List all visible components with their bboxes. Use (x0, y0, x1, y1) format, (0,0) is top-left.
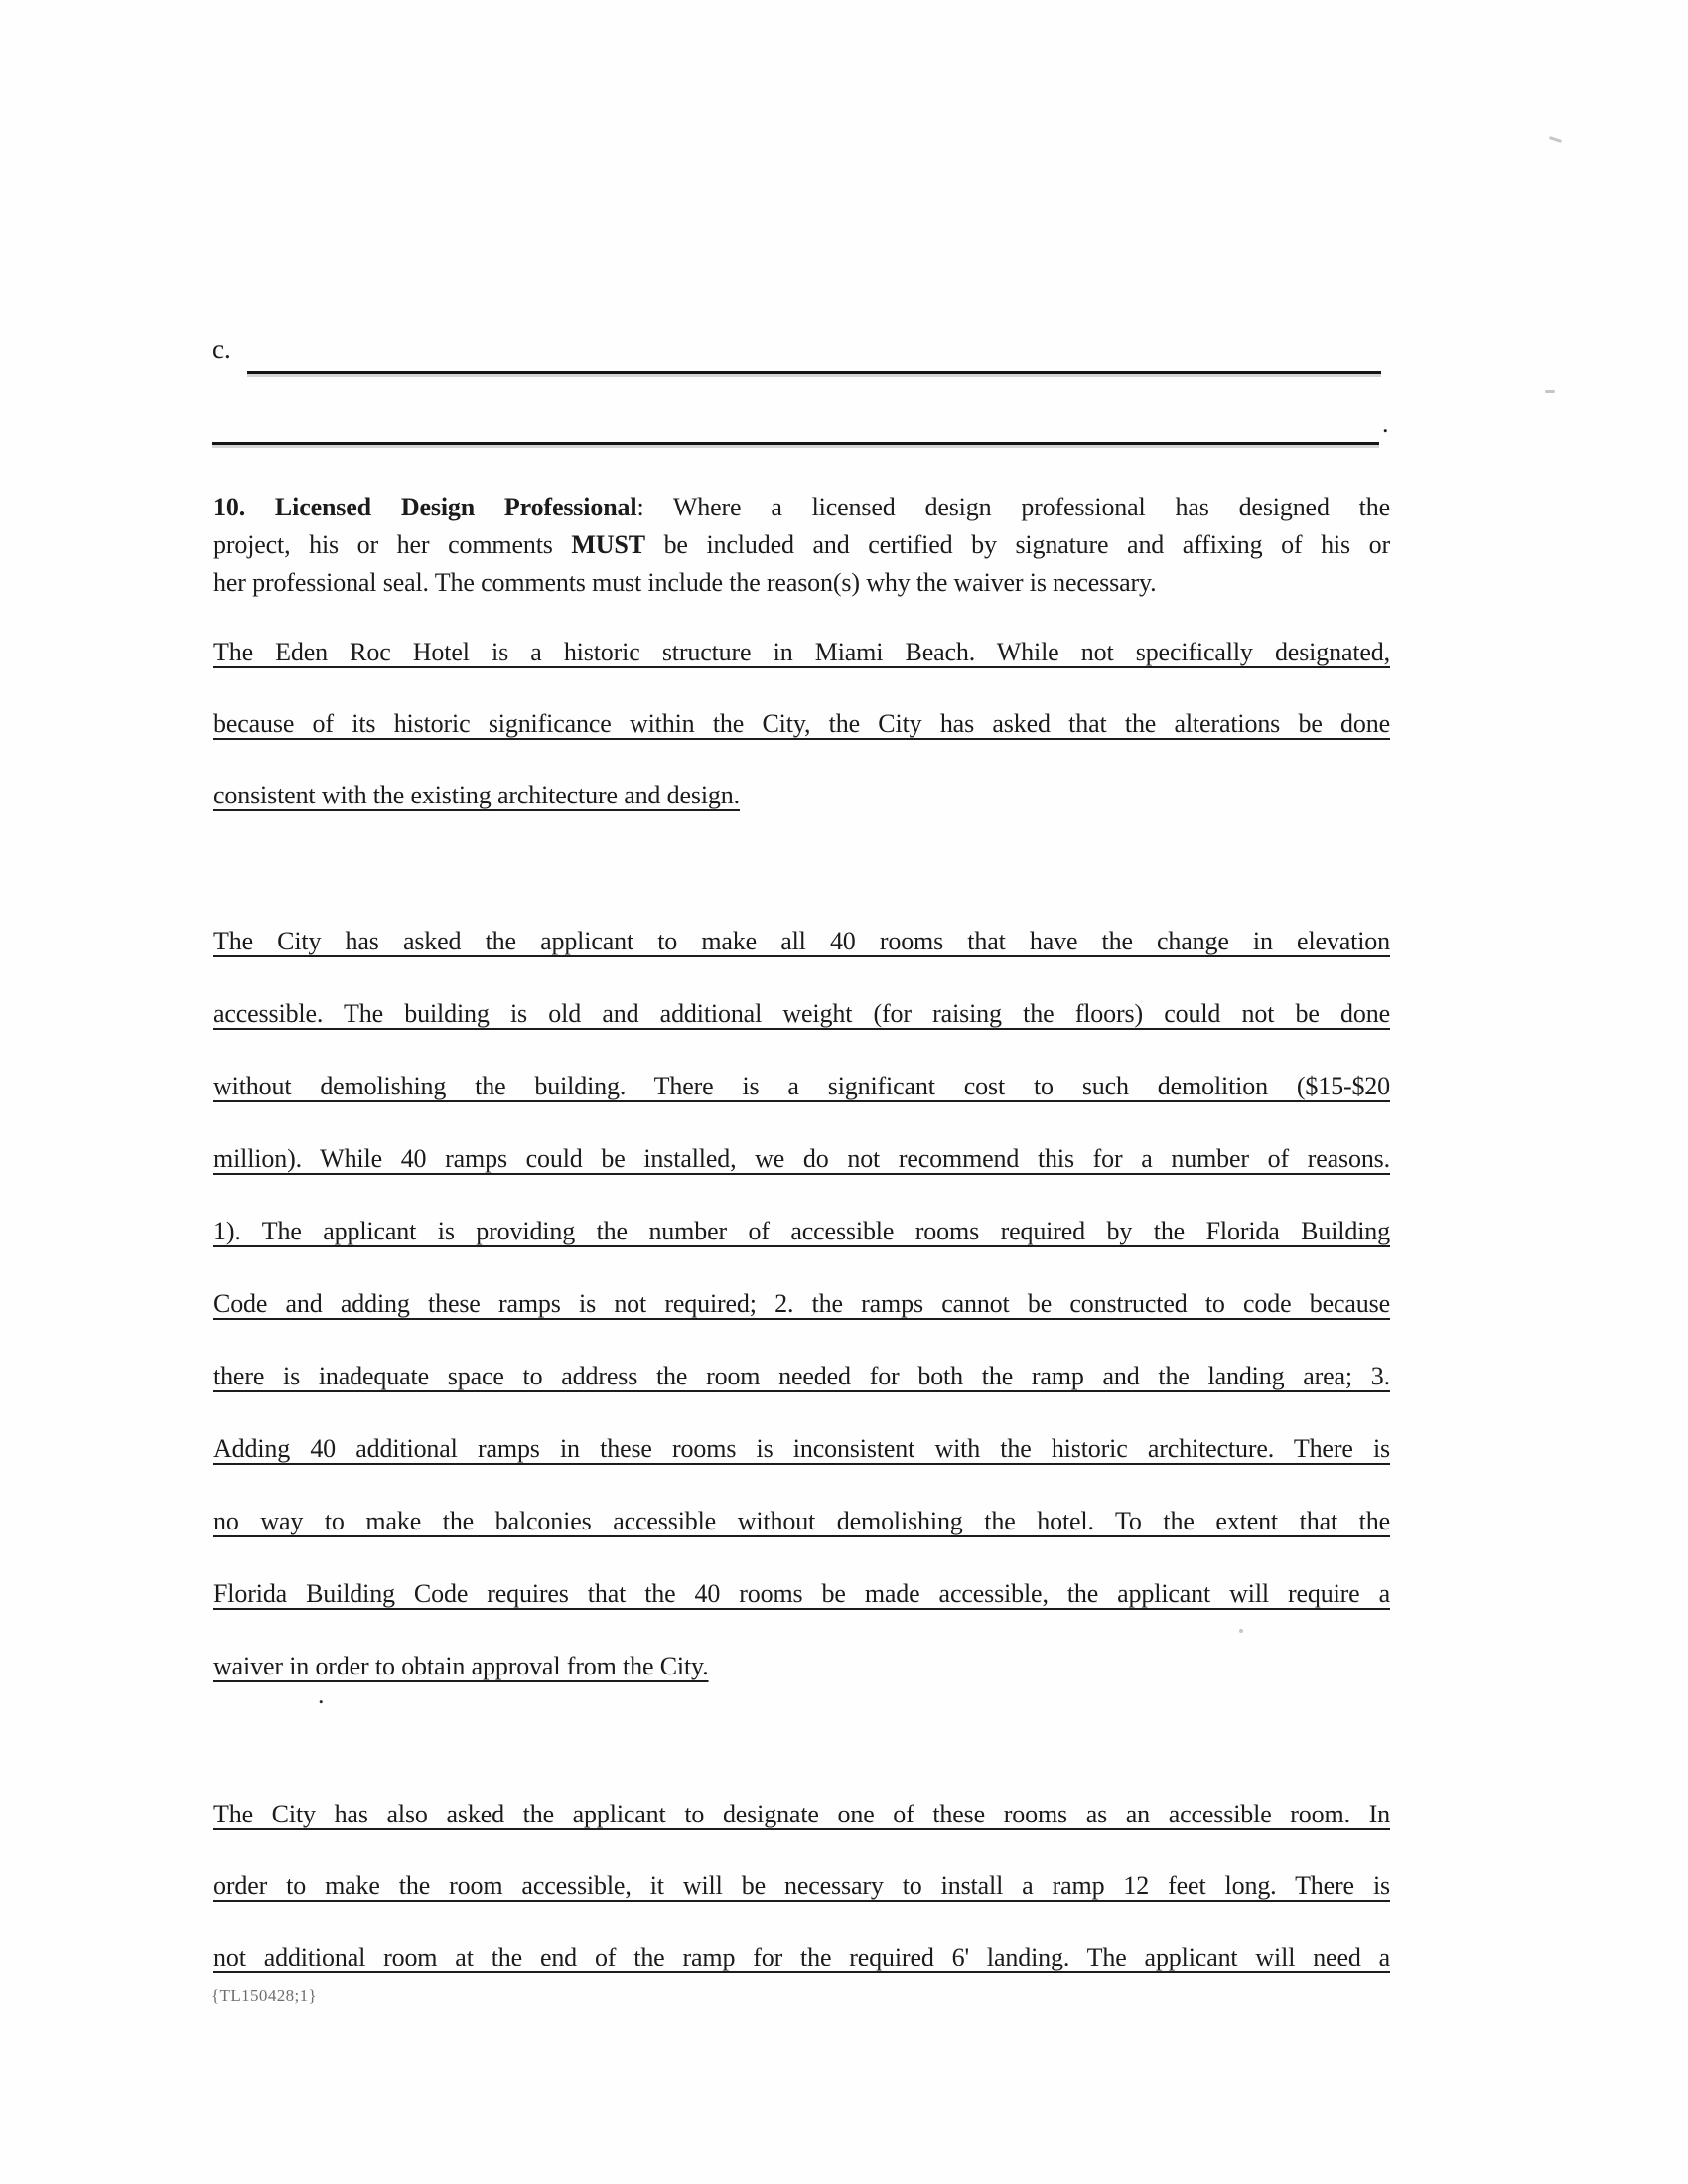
item-c-label: c. (212, 334, 231, 364)
text-line: The City has also asked the applicant to designate one of these rooms as an accessible room. In (213, 1800, 1390, 1828)
scan-speck (1545, 390, 1555, 393)
text-line: because of its historic significance within the City, the City has asked that the alterations be done (213, 709, 1390, 738)
paragraph-accessible-room (213, 1779, 1390, 1993)
text-line: not additional room at the end of the ramp for the required 6' landing. The applicant will need a (213, 1943, 1390, 1971)
text-line: 1). The applicant is providing the number of accessible rooms required by the Florida Building (213, 1217, 1390, 1245)
scan-speck (1549, 136, 1562, 143)
footer-doc-id: {TL150428;1} (211, 1986, 318, 2005)
text-line: accessible. The building is old and additional weight (for raising the floors) could not be done (213, 999, 1390, 1028)
text-line: no way to make the balconies accessible without demolishing the hotel. To the extent that the (213, 1507, 1390, 1535)
paragraph-eden-roc (213, 617, 1390, 831)
text-line: without demolishing the building. There is a significant cost to such demolition ($15-$20 (213, 1072, 1390, 1100)
text-line: order to make the room accessible, it will be necessary to install a ramp 12 feet long. There is (213, 1871, 1390, 1900)
text-line: Code and adding these ramps is not required; 2. the ramps cannot be constructed to code because (213, 1289, 1390, 1318)
text-line: The City has asked the applicant to make all 40 rooms that have the change in elevation (213, 927, 1390, 955)
text-line: her professional seal. The comments must include the reason(s) why the waiver is necessary. (213, 568, 1157, 597)
stray-period: . (318, 1680, 325, 1709)
item-c-blank-line (247, 371, 1381, 374)
text-line: Adding 40 additional ramps in these rooms is inconsistent with the historic architecture. There is (213, 1434, 1390, 1463)
text-line: million). While 40 ramps could be installed, we do not recommend this for a number of reasons. (213, 1144, 1390, 1173)
blank-line-2-period: . (1382, 409, 1389, 438)
paragraph-10 (213, 489, 1390, 602)
scan-speck (1239, 1629, 1243, 1633)
text-line: there is inadequate space to address the room needed for both the ramp and the landing area; 3. (213, 1362, 1390, 1390)
text-line: waiver in order to obtain approval from the City. (213, 1652, 709, 1680)
text-line: Florida Building Code requires that the 40 rooms be made accessible, the applicant will require a (213, 1579, 1390, 1608)
paragraph-forty-rooms (213, 905, 1390, 1702)
text-line: project, his or her comments MUST be included and certified by signature and affixing of his or (213, 530, 1390, 559)
text-line: The Eden Roc Hotel is a historic structure in Miami Beach. While not specifically designated, (213, 638, 1390, 666)
text-line: consistent with the existing architecture and design. (213, 781, 740, 809)
text-line: 10. Licensed Design Professional: Where a licensed design professional has designed the (213, 493, 1390, 521)
blank-line-2 (212, 442, 1379, 445)
